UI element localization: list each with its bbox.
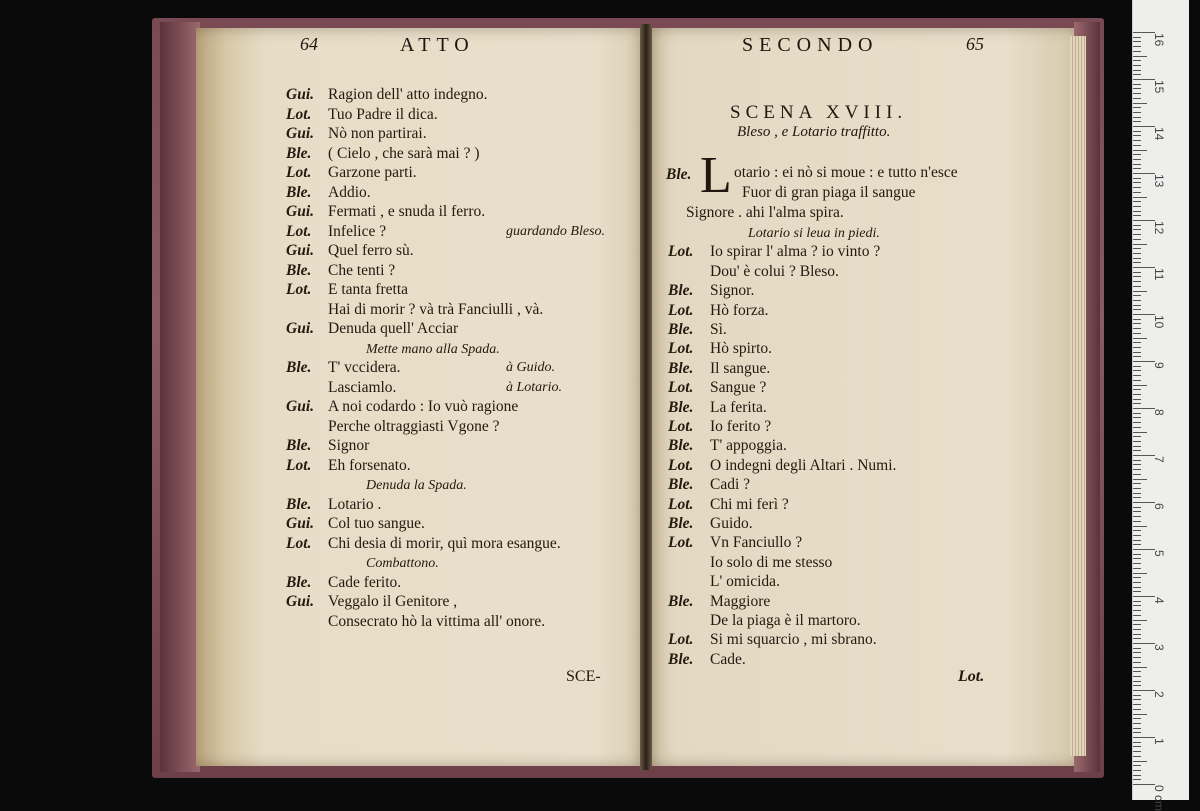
ruler-tick-minor bbox=[1133, 718, 1141, 719]
dialogue-text: Guido. bbox=[710, 515, 753, 532]
speaker-label: Ble. bbox=[668, 476, 694, 494]
dialogue-text: Signor. bbox=[710, 282, 755, 300]
ruler-tick-minor bbox=[1133, 526, 1147, 527]
speaker-label: Ble. bbox=[668, 398, 694, 416]
ruler-tick-minor bbox=[1133, 554, 1141, 555]
speaker-label: Gui. bbox=[286, 125, 314, 142]
ruler-tick-minor bbox=[1133, 460, 1141, 461]
speaker-label: Ble. bbox=[668, 592, 694, 610]
ruler-tick-minor bbox=[1133, 450, 1141, 451]
ruler-tick-minor bbox=[1133, 178, 1141, 179]
ruler-tick-minor bbox=[1133, 615, 1141, 616]
ruler-tick-minor bbox=[1133, 192, 1141, 193]
ruler-tick-minor bbox=[1133, 239, 1141, 240]
ruler-label: 13 bbox=[1152, 174, 1166, 188]
dialogue-text: Lasciamlo. bbox=[328, 378, 397, 396]
ruler-tick-minor bbox=[1133, 446, 1141, 447]
dialogue-text: Il sangue. bbox=[710, 359, 771, 377]
ruler-tick-minor bbox=[1133, 624, 1141, 625]
right-running-header: SECONDO bbox=[742, 34, 879, 56]
stage-direction: Denuda la Spada. bbox=[366, 478, 467, 493]
scene-subtitle: Bleso , e Lotario traffitto. bbox=[737, 124, 891, 140]
ruler-tick-minor bbox=[1133, 375, 1141, 376]
ruler-tick-minor bbox=[1133, 417, 1141, 418]
ruler-tick-minor bbox=[1133, 46, 1141, 47]
ruler-tick-minor bbox=[1133, 333, 1141, 334]
dialogue-text: Garzone parti. bbox=[328, 164, 417, 181]
dialogue-text: Chi desia di morir, quì mora esangue. bbox=[328, 534, 561, 552]
speaker-label: Gui. bbox=[286, 242, 314, 259]
ruler-label: 16 bbox=[1152, 33, 1166, 47]
speaker-label: Ble. bbox=[286, 495, 312, 513]
speaker-label: Gui. bbox=[286, 320, 314, 337]
speaker-label: Lot. bbox=[668, 456, 694, 474]
speaker-label: Ble. bbox=[286, 144, 312, 162]
ruler-tick-minor bbox=[1133, 352, 1141, 353]
dialogue-text: O indegni degli Altari . Numi. bbox=[710, 456, 897, 474]
ruler-tick-minor bbox=[1133, 521, 1141, 522]
ruler-tick-minor bbox=[1133, 746, 1141, 747]
dialogue-text: Che tenti ? bbox=[328, 261, 396, 279]
ruler-tick-minor bbox=[1133, 229, 1141, 230]
ruler-tick-minor bbox=[1133, 60, 1141, 61]
ruler-tick-minor bbox=[1133, 488, 1141, 489]
stage-direction: Lotario si leua in piedi. bbox=[748, 226, 880, 241]
ruler-tick-minor bbox=[1133, 413, 1141, 414]
left-catchword: SCE- bbox=[566, 668, 601, 685]
ruler-label: 15 bbox=[1152, 80, 1166, 94]
speaker-label: Ble. bbox=[286, 573, 312, 591]
dialogue-text: Infelice ? bbox=[328, 222, 387, 240]
page-edges bbox=[1070, 36, 1086, 756]
ruler-label: 14 bbox=[1152, 127, 1166, 141]
ruler-tick-minor bbox=[1133, 323, 1141, 324]
ruler-tick-minor bbox=[1133, 88, 1141, 89]
ruler-tick-minor bbox=[1133, 648, 1141, 649]
ruler-tick-minor bbox=[1133, 65, 1141, 66]
ruler-tick-minor bbox=[1133, 187, 1141, 188]
ruler-tick-minor bbox=[1133, 558, 1141, 559]
ruler-tick-minor bbox=[1133, 530, 1141, 531]
dialogue-text: Addio. bbox=[328, 183, 371, 201]
ruler-tick-minor bbox=[1133, 695, 1141, 696]
ruler-tick-minor bbox=[1133, 652, 1141, 653]
ruler-tick-minor bbox=[1133, 258, 1141, 259]
ruler-tick-minor bbox=[1133, 117, 1141, 118]
dialogue-text: Signor bbox=[328, 437, 370, 454]
ruler-tick-minor bbox=[1133, 704, 1141, 705]
right-line bbox=[668, 649, 746, 671]
ruler-label: 8 bbox=[1152, 409, 1166, 416]
ruler-tick-minor bbox=[1133, 399, 1141, 400]
ruler-tick-minor bbox=[1133, 573, 1147, 574]
speaker-label: Lot. bbox=[286, 164, 312, 181]
measurement-ruler bbox=[1132, 0, 1189, 811]
ruler-label: 10 bbox=[1152, 315, 1166, 329]
dialogue-text: Col tuo sangue. bbox=[328, 515, 425, 532]
ruler-tick-minor bbox=[1133, 685, 1141, 686]
ruler-tick-minor bbox=[1133, 751, 1141, 752]
ruler-tick-minor bbox=[1133, 103, 1147, 104]
stage-direction: à Lotario. bbox=[506, 379, 563, 395]
ruler-tick-minor bbox=[1133, 295, 1141, 296]
ruler-tick-minor bbox=[1133, 591, 1141, 592]
stage-direction: à Guido. bbox=[506, 360, 555, 375]
ruler-label: 12 bbox=[1152, 221, 1166, 235]
speaker-label: Lot. bbox=[286, 456, 312, 474]
speaker-label: Gui. bbox=[286, 203, 314, 220]
ruler-tick-minor bbox=[1133, 770, 1141, 771]
ruler-tick-minor bbox=[1133, 765, 1141, 766]
dialogue-text: Eh forsenato. bbox=[328, 456, 411, 474]
dialogue-text: Vn Fanciullo ? bbox=[710, 534, 803, 552]
speaker-label: Gui. bbox=[286, 593, 314, 610]
ruler-tick-minor bbox=[1133, 305, 1141, 306]
dialogue-text: Si mi squarcio , mi sbrano. bbox=[710, 631, 877, 649]
opening-line: Fuor di gran piaga il sangue bbox=[742, 184, 916, 201]
ruler-tick-minor bbox=[1133, 168, 1141, 169]
ruler-tick-minor bbox=[1133, 248, 1141, 249]
speaker-label: Ble. bbox=[668, 359, 694, 377]
ruler-tick-minor bbox=[1133, 432, 1147, 433]
ruler-tick-minor bbox=[1133, 131, 1141, 132]
ruler-tick-minor bbox=[1133, 366, 1141, 367]
dialogue-text: De la piaga è il martoro. bbox=[710, 612, 861, 629]
ruler-tick-minor bbox=[1133, 568, 1141, 569]
ruler-tick-minor bbox=[1133, 610, 1141, 611]
dialogue-text: Fermati , e snuda il ferro. bbox=[328, 203, 486, 220]
speaker-label: Lot. bbox=[668, 340, 694, 358]
ruler-label: 5 bbox=[1152, 550, 1166, 557]
speaker-label: Ble. bbox=[668, 437, 694, 455]
ruler-tick-minor bbox=[1133, 483, 1141, 484]
speaker-label: Ble. bbox=[668, 321, 694, 338]
ruler-tick-minor bbox=[1133, 70, 1141, 71]
ruler-label: 11 bbox=[1152, 268, 1166, 281]
speaker-label: Lot. bbox=[286, 281, 312, 298]
ruler-tick-minor bbox=[1133, 728, 1141, 729]
opening-line: Signore . ahi l'alma spira. bbox=[686, 204, 844, 221]
speaker-label: Lot. bbox=[286, 105, 312, 123]
ruler-tick-minor bbox=[1133, 262, 1141, 263]
ruler-label: 0 cm bbox=[1152, 785, 1166, 811]
speaker-label: Lot. bbox=[668, 495, 694, 513]
dialogue-text: Lotario . bbox=[328, 495, 382, 513]
ruler-tick-minor bbox=[1133, 681, 1141, 682]
ruler-tick-minor bbox=[1133, 474, 1141, 475]
ruler-tick-minor bbox=[1133, 667, 1147, 668]
dialogue-text: Cadi ? bbox=[710, 476, 751, 494]
dialogue-text: T' appoggia. bbox=[710, 437, 787, 455]
ruler-tick-minor bbox=[1133, 403, 1141, 404]
ruler-tick-minor bbox=[1133, 394, 1141, 395]
ruler-tick-minor bbox=[1133, 441, 1141, 442]
dialogue-text: ( Cielo , che sarà mai ? ) bbox=[328, 144, 480, 162]
ruler-tick-minor bbox=[1133, 135, 1141, 136]
stage-direction: guardando Bleso. bbox=[506, 223, 606, 239]
ruler-tick-minor bbox=[1133, 638, 1141, 639]
ruler-label: 4 bbox=[1152, 597, 1166, 604]
ruler-tick-minor bbox=[1133, 145, 1141, 146]
dialogue-text: Nò non partirai. bbox=[328, 125, 427, 142]
ruler-tick-minor bbox=[1133, 140, 1141, 141]
ruler-tick-minor bbox=[1133, 347, 1141, 348]
ruler-tick-minor bbox=[1133, 211, 1141, 212]
ruler-tick-minor bbox=[1133, 370, 1141, 371]
ruler-tick-minor bbox=[1133, 215, 1141, 216]
dialogue-text: Cade ferito. bbox=[328, 573, 402, 591]
speaker-label: Ble. bbox=[668, 650, 694, 668]
ruler-tick-minor bbox=[1133, 577, 1141, 578]
dialogue-text: L' omicida. bbox=[710, 573, 780, 591]
dialogue-text: Maggiore bbox=[710, 592, 771, 610]
ruler-tick-minor bbox=[1133, 182, 1141, 183]
scene-title: SCENA XVIII. bbox=[730, 102, 908, 123]
dialogue-text: Chi mi ferì ? bbox=[710, 495, 789, 513]
ruler-tick-minor bbox=[1133, 338, 1147, 339]
speaker-label: Lot. bbox=[286, 534, 312, 552]
left-running-header: ATTO bbox=[400, 34, 475, 56]
speaker-label: Ble. bbox=[668, 282, 694, 300]
speaker-label: Ble. bbox=[286, 437, 312, 454]
ruler-label: 3 bbox=[1152, 644, 1166, 651]
ruler-tick-minor bbox=[1133, 464, 1141, 465]
ruler-tick-minor bbox=[1133, 93, 1141, 94]
ruler-tick-minor bbox=[1133, 225, 1141, 226]
dialogue-text: E tanta fretta bbox=[328, 281, 409, 298]
dialogue-text: T' vccidera. bbox=[328, 359, 401, 376]
ruler-tick-minor bbox=[1133, 309, 1141, 310]
ruler-tick-minor bbox=[1133, 742, 1141, 743]
ruler-tick-minor bbox=[1133, 276, 1141, 277]
ruler-tick-minor bbox=[1133, 587, 1141, 588]
ruler-tick-minor bbox=[1133, 479, 1147, 480]
ruler-tick-minor bbox=[1133, 272, 1141, 273]
ruler-tick-minor bbox=[1133, 159, 1141, 160]
ruler-tick-minor bbox=[1133, 662, 1141, 663]
ruler-tick-minor bbox=[1133, 563, 1141, 564]
speaker-label: Ble. bbox=[666, 166, 692, 183]
ruler-label: 6 bbox=[1152, 503, 1166, 510]
ruler-tick-minor bbox=[1133, 56, 1147, 57]
dialogue-text: Io ferito ? bbox=[710, 418, 772, 435]
ruler-tick-minor bbox=[1133, 507, 1141, 508]
ruler-tick-minor bbox=[1133, 511, 1141, 512]
dialogue-text: Ragion dell' atto indegno. bbox=[328, 86, 488, 103]
ruler-tick-minor bbox=[1133, 761, 1147, 762]
ruler-tick-minor bbox=[1133, 98, 1141, 99]
speaker-label: Gui. bbox=[286, 86, 314, 103]
ruler-tick-minor bbox=[1133, 634, 1141, 635]
ruler-tick-minor bbox=[1133, 121, 1141, 122]
ruler-tick-minor bbox=[1133, 201, 1141, 202]
dialogue-text: Denuda quell' Acciar bbox=[328, 320, 459, 337]
ruler-tick-minor bbox=[1133, 516, 1141, 517]
ruler-tick-minor bbox=[1133, 291, 1147, 292]
ruler-tick-minor bbox=[1133, 112, 1141, 113]
ruler-tick-minor bbox=[1133, 300, 1141, 301]
ruler-tick-minor bbox=[1133, 286, 1141, 287]
dialogue-text: Io spirar l' alma ? io vinto ? bbox=[710, 243, 881, 261]
ruler-tick-minor bbox=[1133, 775, 1141, 776]
ruler-tick-minor bbox=[1133, 253, 1141, 254]
ruler-tick-minor bbox=[1133, 234, 1141, 235]
dialogue-text: Hai di morir ? và trà Fanciulli , và. bbox=[328, 300, 544, 318]
stage-direction: Combattono. bbox=[366, 556, 439, 571]
ruler-tick-minor bbox=[1133, 544, 1141, 545]
ruler-tick-minor bbox=[1133, 74, 1141, 75]
ruler-tick-minor bbox=[1133, 714, 1147, 715]
speaker-label: Ble. bbox=[286, 261, 312, 279]
ruler-label: 7 bbox=[1152, 456, 1166, 463]
ruler-tick-minor bbox=[1133, 629, 1141, 630]
speaker-label: Lot. bbox=[286, 222, 312, 240]
ruler-tick-minor bbox=[1133, 676, 1141, 677]
ruler-tick-minor bbox=[1133, 281, 1141, 282]
speaker-label: Lot. bbox=[668, 631, 694, 649]
ruler-tick-minor bbox=[1133, 107, 1141, 108]
ruler-tick-minor bbox=[1133, 84, 1141, 85]
ruler-tick-minor bbox=[1133, 389, 1141, 390]
ruler-tick-minor bbox=[1133, 244, 1147, 245]
ruler-tick-minor bbox=[1133, 699, 1141, 700]
ruler-tick-minor bbox=[1133, 756, 1141, 757]
ruler-tick-minor bbox=[1133, 150, 1147, 151]
ruler-tick-minor bbox=[1133, 540, 1141, 541]
ruler-tick-minor bbox=[1133, 342, 1141, 343]
dialogue-text: La ferita. bbox=[710, 398, 767, 416]
ruler-tick-minor bbox=[1133, 319, 1141, 320]
ruler-tick-minor bbox=[1133, 582, 1141, 583]
speaker-label: Lot. bbox=[668, 301, 694, 319]
dialogue-text: Io solo di me stesso bbox=[710, 553, 833, 571]
speaker-label: Lot. bbox=[668, 418, 694, 435]
drop-capital: L bbox=[700, 147, 732, 204]
ruler-tick-minor bbox=[1133, 197, 1147, 198]
ruler-label: 2 bbox=[1152, 691, 1166, 698]
dialogue-text: Veggalo il Genitore , bbox=[328, 593, 458, 610]
ruler-tick-minor bbox=[1133, 436, 1141, 437]
dialogue-text: Sangue ? bbox=[710, 379, 767, 397]
ruler-tick-minor bbox=[1133, 497, 1141, 498]
ruler-tick-minor bbox=[1133, 605, 1141, 606]
right-page-number: 65 bbox=[966, 34, 984, 54]
stage-direction: Mette mano alla Spada. bbox=[366, 341, 500, 357]
dialogue-text: Hò forza. bbox=[710, 301, 769, 319]
ruler-tick-minor bbox=[1133, 469, 1141, 470]
ruler-tick-minor bbox=[1133, 723, 1141, 724]
ruler-tick-minor bbox=[1133, 732, 1141, 733]
left-line bbox=[286, 611, 545, 633]
ruler-tick-minor bbox=[1133, 620, 1147, 621]
ruler-tick-minor bbox=[1133, 41, 1141, 42]
left-page-number: 64 bbox=[300, 34, 318, 54]
opening-line: otario : ei nò si moue : e tutto n'esce bbox=[734, 164, 958, 181]
dialogue-text: A noi codardo : Io vuò ragione bbox=[328, 398, 519, 415]
ruler-tick-minor bbox=[1133, 422, 1141, 423]
ruler-tick-minor bbox=[1133, 601, 1141, 602]
speaker-label: Gui. bbox=[286, 398, 314, 415]
ruler-tick-minor bbox=[1133, 154, 1141, 155]
speaker-label: Ble. bbox=[286, 183, 312, 201]
ruler-tick-minor bbox=[1133, 779, 1141, 780]
ruler-tick-minor bbox=[1133, 657, 1141, 658]
book-gutter bbox=[640, 24, 652, 770]
ruler-tick-minor bbox=[1133, 709, 1141, 710]
ruler-tick-minor bbox=[1133, 51, 1141, 52]
ruler-tick-minor bbox=[1133, 328, 1141, 329]
dialogue-text: Tuo Padre il dica. bbox=[328, 105, 438, 123]
dialogue-text: Sì. bbox=[710, 321, 727, 338]
cover-edge-left bbox=[160, 22, 200, 772]
ruler-tick-minor bbox=[1133, 493, 1141, 494]
dialogue-text: Consecrato hò la vittima all' onore. bbox=[328, 612, 546, 630]
dialogue-text: Hò spirto. bbox=[710, 340, 772, 358]
speaker-label: Lot. bbox=[668, 243, 694, 261]
speaker-label: Lot. bbox=[668, 379, 694, 397]
speaker-label: Ble. bbox=[668, 515, 694, 532]
ruler-tick-minor bbox=[1133, 427, 1141, 428]
ruler-tick-minor bbox=[1133, 385, 1147, 386]
dialogue-text: Cade. bbox=[710, 650, 746, 668]
ruler-label: 1 bbox=[1152, 738, 1166, 745]
dialogue-text: Quel ferro sù. bbox=[328, 242, 414, 259]
right-catchword: Lot. bbox=[958, 668, 985, 685]
speaker-label: Ble. bbox=[286, 359, 312, 376]
ruler-tick-minor bbox=[1133, 206, 1141, 207]
ruler-tick-minor bbox=[1133, 356, 1141, 357]
ruler-tick-minor bbox=[1133, 535, 1141, 536]
speaker-label: Gui. bbox=[286, 515, 314, 532]
ruler-tick-minor bbox=[1133, 671, 1141, 672]
dialogue-text: Dou' è colui ? Bleso. bbox=[710, 262, 839, 280]
ruler-label: 9 bbox=[1152, 362, 1166, 369]
ruler-tick-minor bbox=[1133, 37, 1141, 38]
ruler-tick-minor bbox=[1133, 164, 1141, 165]
ruler-tick-minor bbox=[1133, 380, 1141, 381]
dialogue-text: Perche oltraggiasti Vgone ? bbox=[328, 417, 500, 435]
speaker-label: Lot. bbox=[668, 534, 694, 552]
